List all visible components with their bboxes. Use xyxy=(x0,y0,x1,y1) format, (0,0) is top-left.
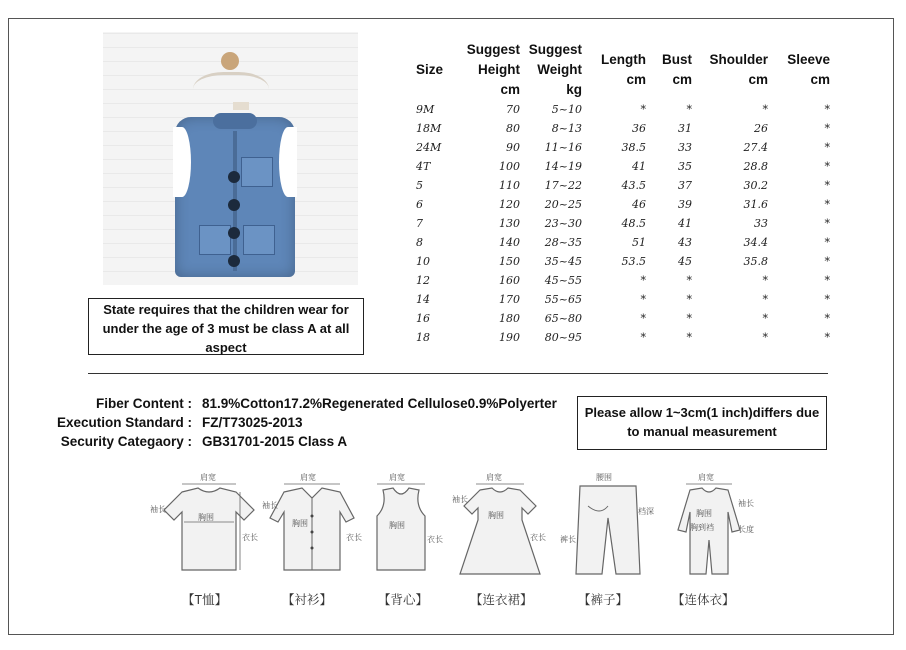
table-cell: 180 xyxy=(499,312,520,325)
denim-vest xyxy=(175,117,295,277)
svg-text:胸围: 胸围 xyxy=(488,511,504,520)
table-cell: * xyxy=(824,217,830,230)
table-row xyxy=(408,138,830,157)
svg-text:肩宽: 肩宽 xyxy=(486,473,502,482)
table-cell: 53.5 xyxy=(621,255,646,268)
table-cell: * xyxy=(762,331,768,344)
table-cell: 5~10 xyxy=(551,103,582,116)
table-cell: 45 xyxy=(678,255,692,268)
table-cell: * xyxy=(640,103,646,116)
table-cell: 48.5 xyxy=(621,217,646,230)
svg-text:衣长: 衣长 xyxy=(530,533,546,542)
table-row xyxy=(408,119,830,138)
table-cell: 7 xyxy=(416,217,423,230)
svg-text:胸围: 胸围 xyxy=(696,509,712,518)
dress-diagram xyxy=(452,470,562,580)
table-cell: 26 xyxy=(754,122,768,135)
table-cell: * xyxy=(824,255,830,268)
shirt-icon xyxy=(262,470,372,580)
svg-text:胸围: 胸围 xyxy=(389,521,405,530)
svg-text:袖长: 袖长 xyxy=(738,499,754,508)
table-cell: 80 xyxy=(506,122,520,135)
svg-text:肩宽: 肩宽 xyxy=(300,473,316,482)
section-divider xyxy=(88,373,828,374)
table-cell: 27.4 xyxy=(743,141,768,154)
table-cell: * xyxy=(824,103,830,116)
product-specs xyxy=(40,394,557,451)
table-cell: 80~95 xyxy=(544,331,582,344)
spec-execution-standard: Execution Standard : FZ/T73025-2013 xyxy=(56,415,303,430)
table-cell: 16 xyxy=(416,312,430,325)
table-cell: 120 xyxy=(499,198,520,211)
romper-icon xyxy=(660,470,770,580)
table-cell: 18 xyxy=(416,331,430,344)
table-cell: 20~25 xyxy=(544,198,582,211)
romper-diagram xyxy=(660,470,770,580)
table-row xyxy=(408,271,830,290)
table-cell: 36 xyxy=(632,122,646,135)
wall-hook xyxy=(221,52,239,70)
table-cell: 41 xyxy=(678,217,692,230)
svg-text:档深: 档深 xyxy=(638,507,654,516)
header-sleeve: Sleeve cm xyxy=(787,52,830,87)
table-cell: 100 xyxy=(499,160,520,173)
measurement-tolerance-note: Please allow 1~3cm(1 inch)differs due to manual measurement xyxy=(577,396,827,450)
size-chart-table xyxy=(408,40,830,347)
spec-security-category: Security Categaory : GB31701-2015 Class A xyxy=(60,434,348,449)
pants-icon xyxy=(560,470,660,580)
header-length: Length cm xyxy=(601,52,646,87)
pants-diagram xyxy=(560,470,660,580)
table-row xyxy=(408,176,830,195)
table-cell: 90 xyxy=(506,141,520,154)
romper-label: 【连体衣】 xyxy=(672,593,735,607)
table-cell: 170 xyxy=(499,293,520,306)
header-shoulder: Shoulder cm xyxy=(709,52,768,87)
vest-icon xyxy=(365,470,455,580)
table-row xyxy=(408,233,830,252)
table-row xyxy=(408,157,830,176)
table-cell: 39 xyxy=(678,198,692,211)
dress-label: 【连衣裙】 xyxy=(470,593,533,607)
table-cell: 41 xyxy=(632,160,646,173)
table-cell: 35~45 xyxy=(544,255,582,268)
vest-diagram xyxy=(365,470,455,580)
table-cell: 45~55 xyxy=(544,274,582,287)
table-cell: * xyxy=(824,141,830,154)
svg-text:衣长: 衣长 xyxy=(427,535,443,544)
table-cell: * xyxy=(824,160,830,173)
table-cell: * xyxy=(824,236,830,249)
table-cell: * xyxy=(640,274,646,287)
svg-text:肩宽: 肩宽 xyxy=(389,473,405,482)
table-cell: * xyxy=(824,122,830,135)
table-cell: 43.5 xyxy=(621,179,646,192)
table-cell: 140 xyxy=(499,236,520,249)
svg-text:袖长: 袖长 xyxy=(262,501,278,510)
table-cell: * xyxy=(686,293,692,306)
table-cell: 33 xyxy=(678,141,692,154)
table-row xyxy=(408,195,830,214)
table-cell: 51 xyxy=(632,236,646,249)
table-cell: 28~35 xyxy=(544,236,582,249)
table-cell: 5 xyxy=(416,179,423,192)
header-bust: Bust cm xyxy=(662,52,692,87)
hanger xyxy=(193,72,269,115)
shirt-diagram xyxy=(262,470,372,580)
svg-text:裤长: 裤长 xyxy=(560,535,576,544)
table-row xyxy=(408,309,830,328)
dress-icon xyxy=(452,470,562,580)
table-cell: * xyxy=(762,312,768,325)
tshirt-label: 【T恤】 xyxy=(182,593,228,607)
product-photo xyxy=(103,32,358,285)
table-cell: 6 xyxy=(416,198,423,211)
header-size: Size xyxy=(416,62,444,77)
header-height: Suggest Height cm xyxy=(466,42,520,97)
table-cell: * xyxy=(686,312,692,325)
table-row xyxy=(408,214,830,233)
size-chart-header xyxy=(408,40,830,100)
table-cell: 130 xyxy=(499,217,520,230)
table-cell: * xyxy=(762,274,768,287)
table-cell: 14 xyxy=(416,293,430,306)
table-cell: 34.4 xyxy=(743,236,768,249)
svg-text:衣长: 衣长 xyxy=(346,533,362,542)
table-cell: 14~19 xyxy=(544,160,582,173)
class-a-notice-text: State requires that the children wear for under the age of 3 must be class A at all aspect xyxy=(102,302,350,355)
class-a-notice xyxy=(88,298,364,355)
table-row xyxy=(408,252,830,271)
table-cell: 17~22 xyxy=(544,179,582,192)
table-cell: * xyxy=(762,103,768,116)
tshirt-icon xyxy=(150,470,270,580)
table-cell: * xyxy=(824,293,830,306)
hang-tag xyxy=(233,102,249,110)
table-cell: 30.2 xyxy=(743,179,768,192)
table-cell: * xyxy=(640,331,646,344)
tshirt-diagram xyxy=(150,470,270,580)
table-cell: * xyxy=(640,312,646,325)
table-cell: 150 xyxy=(499,255,520,268)
table-cell: 4T xyxy=(416,160,431,173)
table-row xyxy=(408,328,830,347)
header-weight: Suggest Weight kg xyxy=(528,42,582,97)
table-cell: * xyxy=(686,103,692,116)
table-cell: 18M xyxy=(416,122,442,135)
table-cell: * xyxy=(824,198,830,211)
table-cell: 28.8 xyxy=(743,160,768,173)
pants-label: 【裤子】 xyxy=(578,593,629,607)
table-cell: * xyxy=(686,331,692,344)
table-cell: 9M xyxy=(416,103,435,116)
table-cell: * xyxy=(824,274,830,287)
table-cell: 70 xyxy=(506,103,520,116)
table-cell: 35 xyxy=(678,160,692,173)
table-cell: 24M xyxy=(416,141,442,154)
table-cell: 35.8 xyxy=(743,255,768,268)
svg-text:肩宽: 肩宽 xyxy=(200,473,216,482)
table-cell: 190 xyxy=(499,331,520,344)
table-cell: 38.5 xyxy=(621,141,646,154)
table-cell: 8 xyxy=(416,236,423,249)
table-cell: * xyxy=(824,312,830,325)
svg-text:胸到裆: 胸到裆 xyxy=(690,523,714,532)
shirt-label: 【衬衫】 xyxy=(282,593,333,607)
table-cell: * xyxy=(640,293,646,306)
svg-text:腰围: 腰围 xyxy=(596,473,612,482)
table-cell: 55~65 xyxy=(544,293,582,306)
svg-text:胸围: 胸围 xyxy=(198,513,214,522)
svg-text:衣长: 衣长 xyxy=(242,533,258,542)
table-cell: 110 xyxy=(499,179,520,192)
table-cell: 12 xyxy=(416,274,430,287)
svg-text:袖长: 袖长 xyxy=(150,505,166,514)
table-cell: 11~16 xyxy=(544,141,582,154)
svg-text:肩宽: 肩宽 xyxy=(698,473,714,482)
vest-label: 【背心】 xyxy=(378,593,429,607)
table-cell: 8~13 xyxy=(551,122,582,135)
table-cell: 31 xyxy=(678,122,692,135)
table-cell: 33 xyxy=(754,217,768,230)
table-row xyxy=(408,100,830,119)
table-cell: 46 xyxy=(632,198,646,211)
spec-fiber-content: Fiber Content : 81.9%Cotton17.2%Regenerated Cellulose0.9%Polyerter xyxy=(96,396,557,411)
table-cell: * xyxy=(824,179,830,192)
table-row xyxy=(408,290,830,309)
svg-text:袖长: 袖长 xyxy=(452,495,468,504)
table-cell: 37 xyxy=(678,179,692,192)
table-cell: 160 xyxy=(499,274,520,287)
svg-text:长度: 长度 xyxy=(738,525,754,534)
table-cell: * xyxy=(824,331,830,344)
table-cell: 31.6 xyxy=(743,198,768,211)
table-cell: 43 xyxy=(678,236,692,249)
table-cell: * xyxy=(762,293,768,306)
svg-text:胸围: 胸围 xyxy=(292,519,308,528)
size-chart-body xyxy=(408,100,830,347)
table-cell: 10 xyxy=(416,255,430,268)
table-cell: * xyxy=(686,274,692,287)
table-cell: 23~30 xyxy=(544,217,582,230)
table-cell: 65~80 xyxy=(544,312,582,325)
